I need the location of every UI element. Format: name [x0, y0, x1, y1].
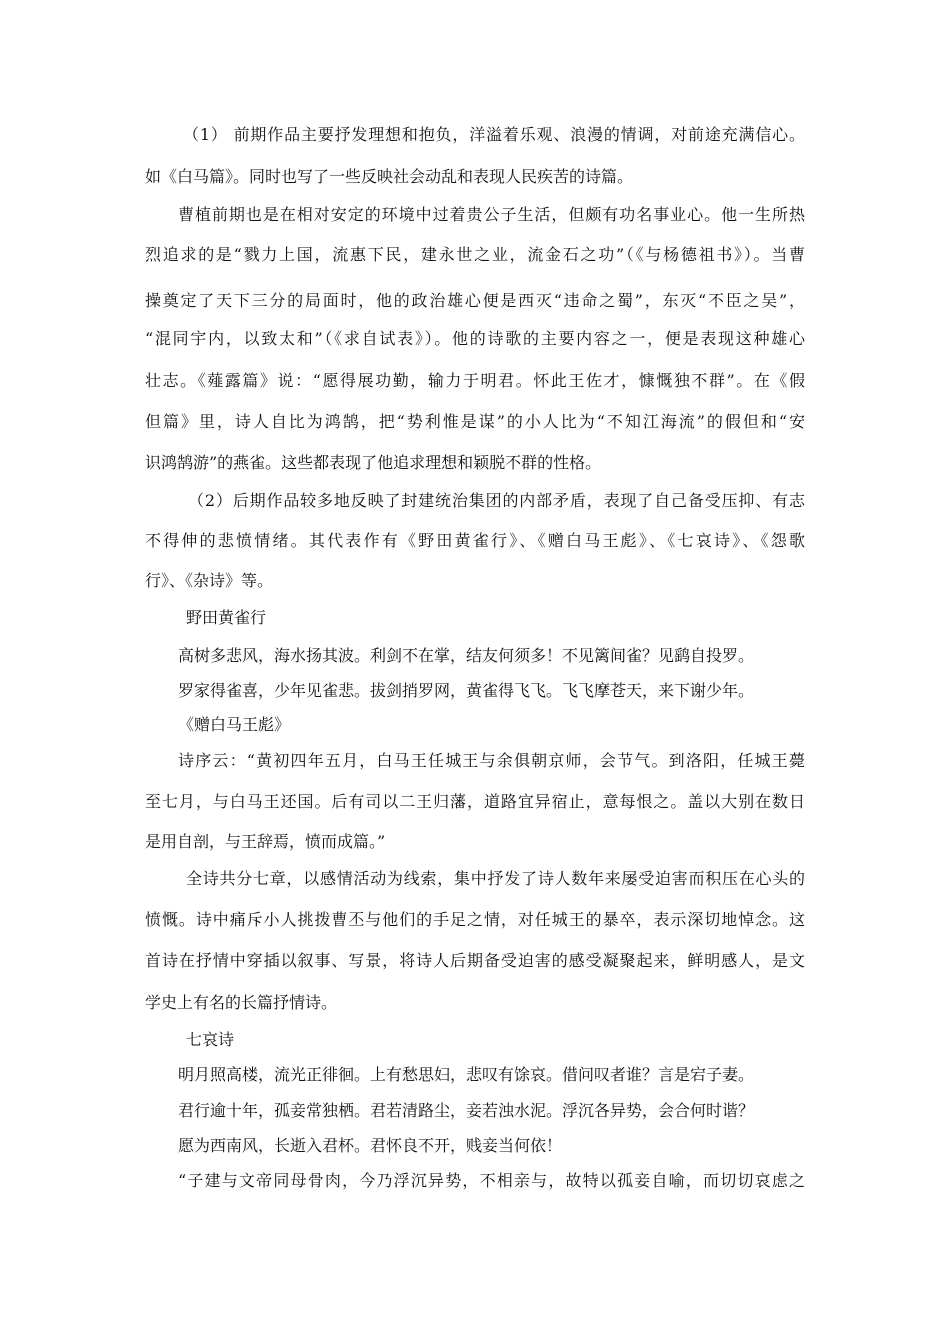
poem-qiai-line-1: 明月照高楼，流光正徘徊。上有愁思妇，悲叹有馀哀。借问叹者谁？言是宕子妻。 [178, 1065, 755, 1084]
poem-title-yetian: 野田黄雀行 [186, 608, 267, 627]
paragraph-2-line-1: 曹植前期也是在相对安定的环境中过着贵公子生活，但颇有功名事业心。他一生所热 [178, 205, 805, 224]
paragraph-2-line-7: 识鸿鹄游”的燕雀。这些都表现了他追求理想和颖脱不群的性格。 [145, 453, 602, 472]
poem-title-zengbaima: 《赠白马王彪》 [178, 715, 291, 734]
preface-line-3: 是用自剖，与王辞焉，愤而成篇。” [145, 832, 386, 851]
preface-line-1: 诗序云：“黄初四年五月，白马王任城王与余俱朝京师，会节气。到洛阳，任城王薨 [178, 751, 805, 770]
poem-yetian-line-2: 罗家得雀喜，少年见雀悲。拔剑捎罗网，黄雀得飞飞。飞飞摩苍天，来下谢少年。 [178, 681, 755, 700]
poem-title-qiai: 七哀诗 [186, 1030, 235, 1049]
paragraph-4-line-4: 学史上有名的长篇抒情诗。 [145, 993, 338, 1012]
paragraph-2-line-6: 但篇》里，诗人自比为鸿鹄，把“势利惟是谋”的小人比为“不知江海流”的假但和“安 [145, 412, 805, 431]
preface-line-2: 至七月，与白马王还国。后有司以二王归藩，道路宜异宿止，意每恨之。盖以大别在数日 [145, 792, 805, 811]
paragraph-2-line-2: 烈追求的是“戮力上国，流惠下民，建永世之业，流金石之功”（《与杨德祖书》）。当曹 [145, 245, 805, 264]
paragraph-3-line-2: 不得伸的悲愤情绪。其代表作有《野田黄雀行》、《赠白马王彪》、《七哀诗》、《怨歌 [145, 531, 805, 550]
paragraph-1-line-2: 如《白马篇》。同时也写了一些反映社会动乱和表现人民疾苦的诗篇。 [145, 167, 634, 186]
paragraph-4-line-1: 全诗共分七章，以感情活动为线索，集中抒发了诗人数年来屡受迫害而积压在心头的 [186, 869, 805, 888]
paragraph-1-line-1: （1） 前期作品主要抒发理想和抱负，洋溢着乐观、浪漫的情调，对前途充满信心。 [183, 125, 805, 144]
paragraph-3-line-3: 行》、《杂诗》等。 [145, 571, 274, 590]
paragraph-2-line-5: 壮志。《薤露篇》说：“愿得展功勤，输力于明君。怀此王佐才，慷慨独不群”。在《假 [145, 371, 805, 390]
commentary-line-1: “子建与文帝同母骨肉，今乃浮沉异势，不相亲与，故特以孤妾自喻，而切切哀虑之 [178, 1171, 805, 1190]
poem-yetian-line-1: 高树多悲风，海水扬其波。利剑不在掌，结友何须多！不见篱间雀？见鹞自投罗。 [178, 646, 755, 665]
paragraph-4-line-3: 首诗在抒情中穿插以叙事、写景，将诗人后期备受迫害的感受凝聚起来，鲜明感人，是文 [145, 951, 805, 970]
paragraph-2-line-4: “混同宇内，以致太和”（《求自试表》）。他的诗歌的主要内容之一，便是表现这种雄心 [145, 329, 805, 348]
paragraph-3-line-1: （2）后期作品较多地反映了封建统治集团的内部矛盾，表现了自己备受压抑、有志 [188, 491, 805, 510]
poem-qiai-line-2: 君行逾十年，孤妾常独栖。君若清路尘，妾若浊水泥。浮沉各异势，会合何时谐？ [178, 1101, 755, 1120]
paragraph-2-line-3: 操奠定了天下三分的局面时，他的政治雄心便是西灭“违命之蜀”，东灭“不臣之吴”， [145, 291, 805, 310]
paragraph-4-line-2: 愤慨。诗中痛斥小人挑拨曹丕与他们的手足之情，对任城王的暴卒，表示深切地悼念。这 [145, 910, 805, 929]
poem-qiai-line-3: 愿为西南风，长逝入君杯。君怀良不开，贱妾当何依！ [178, 1136, 563, 1155]
